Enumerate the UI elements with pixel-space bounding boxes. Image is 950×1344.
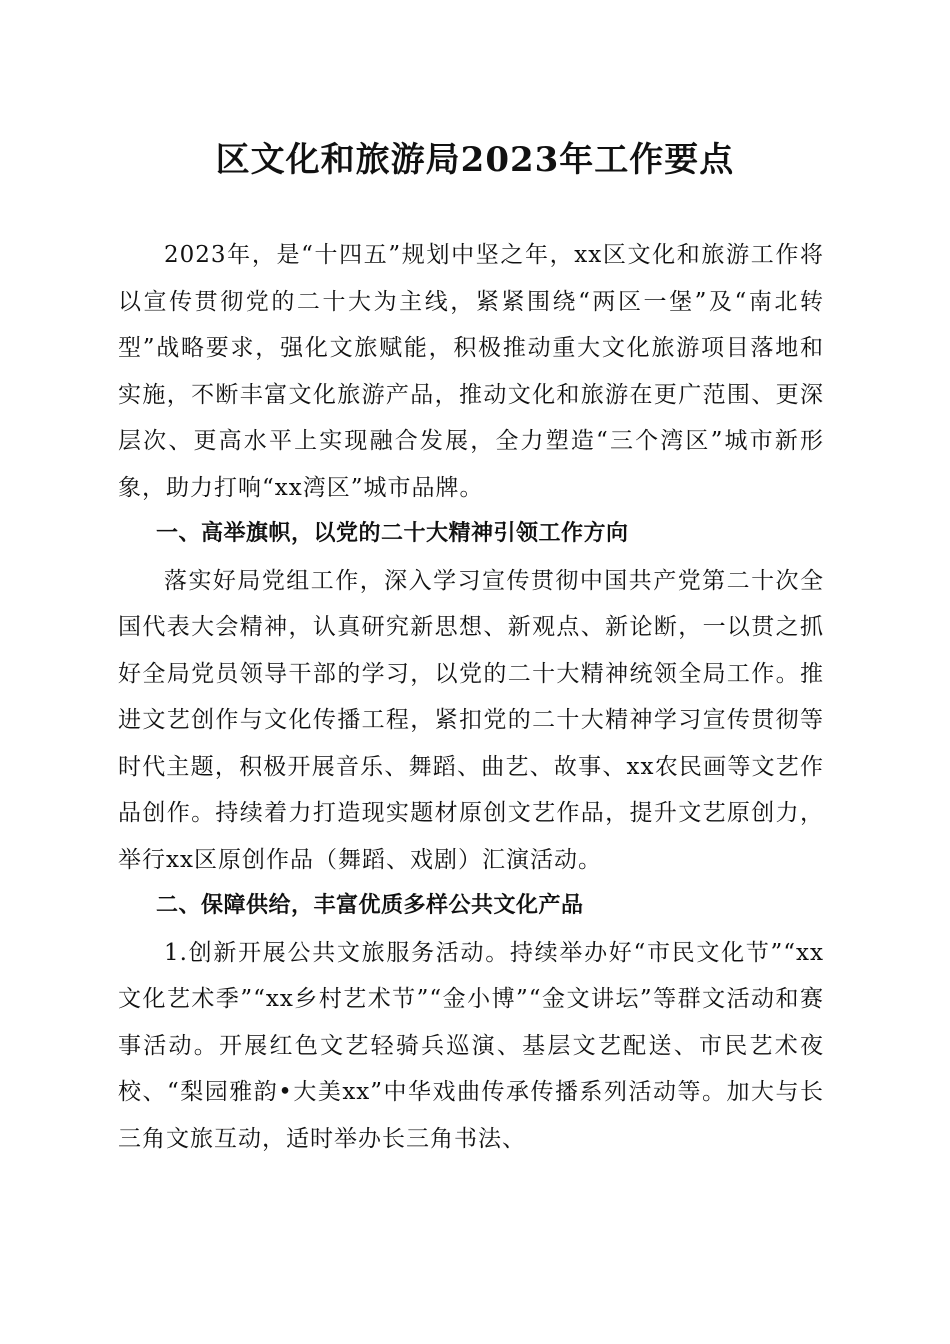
section-2-heading: 二、保障供给，丰富优质多样公共文化产品	[156, 893, 584, 918]
document-body	[118, 232, 824, 1162]
intro-paragraph: 2023年，是“十四五”规划中坚之年，xx区文化和旅游工作将以宣传贯彻党的二十大为主线，紧紧围绕“两区一堡”及“南北转型”战略要求，强化文旅赋能，积极推动重大文化旅游项目落地和实施，不断丰富文化旅游产品，推动文化和旅游在更广范围、更深层次、更高水平上实现融合发展，全力塑造“三个湾区”城市新形象，助力打响“xx湾区”城市品牌。	[118, 242, 824, 501]
section-2-paragraph: 1.创新开展公共文旅服务活动。持续举办好“市民文化节”“xx文化艺术季”“xx乡村艺术节”“金小博”“金文讲坛”等群文活动和赛事活动。开展红色文艺轻骑兵巡演、基层文艺配送、市民艺术夜校、“梨园雅韵•大美xx”中华戏曲传承传播系列活动等。加大与长三角文旅互动，适时举办长三角书法、	[118, 939, 824, 1152]
section-1-heading: 一、高举旗帜，以党的二十大精神引领工作方向	[156, 521, 629, 546]
document-title: 区文化和旅游局2023年工作要点	[215, 140, 735, 180]
section-1-paragraph: 落实好局党组工作，深入学习宣传贯彻中国共产党第二十次全国代表大会精神，认真研究新思想、新观点、新论断，一以贯之抓好全局党员领导干部的学习，以党的二十大精神统领全局工作。推进文艺创作与文化传播工程，紧扣党的二十大精神学习宣传贯彻等时代主题，积极开展音乐、舞蹈、曲艺、故事、xx农民画等文艺作品创作。持续着力打造现实题材原创文艺作品，提升文艺原创力，举行xx区原创作品（舞蹈、戏剧）汇演活动。	[118, 567, 824, 873]
